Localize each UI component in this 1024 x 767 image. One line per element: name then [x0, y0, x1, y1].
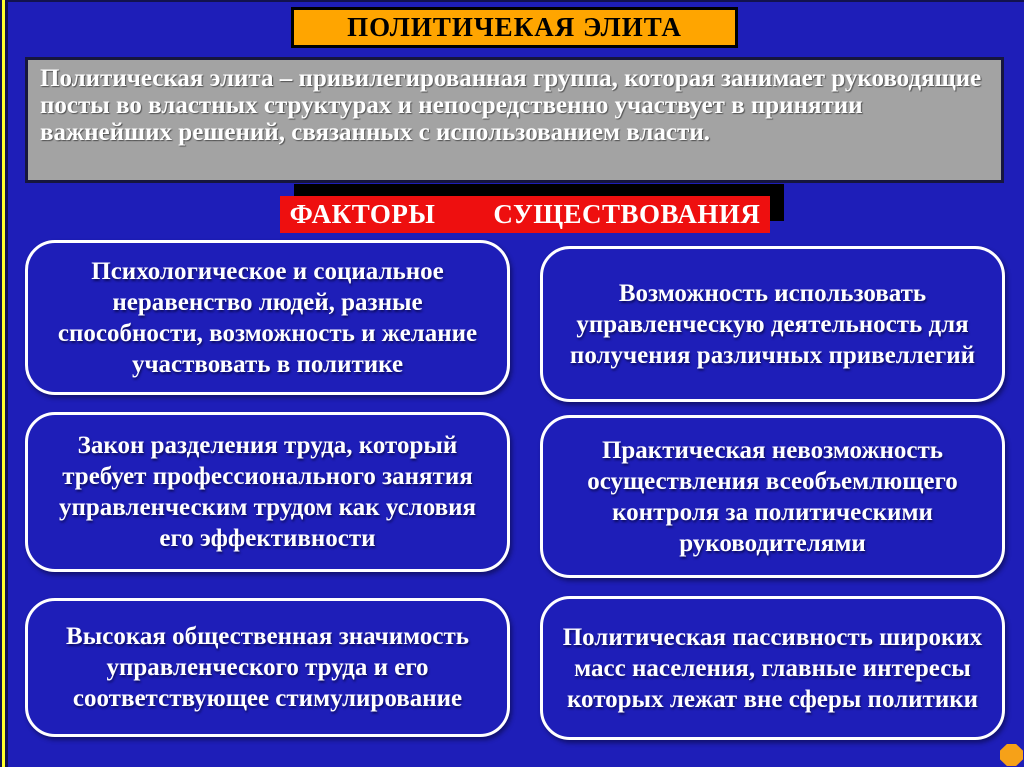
factor-text: Возможность использовать управленческую деятельность для получения различных привеллегий	[569, 279, 976, 369]
factor-box-psychological-inequality	[25, 240, 510, 395]
factor-text: Закон разделения труда, который требует профессионального занятия управленческим трудом как условия его эффективности	[58, 432, 477, 552]
factor-text: Практическая невозможность осуществления всеобъемлющего контроля за политическими руководителями	[587, 436, 958, 557]
factor-text: Психологическое и социальное неравенство людей, разные способности, возможность и желание участвовать в политике	[57, 257, 478, 378]
factor-box-social-significance	[25, 598, 510, 737]
factor-box-use-management-for-privileges	[540, 246, 1005, 402]
left-border-inner	[5, 0, 8, 767]
slide-title	[291, 7, 738, 48]
definition-text: Политическая элита – привилегированная группа, которая занимает руководящие посты во властных структурах и непосредственно участвует в принятии важнейших решений, связанных с использованием власти.	[40, 65, 982, 146]
factor-text: Политическая пассивность широких масс населения, главные интересы которых лежат вне сферы политики	[562, 623, 983, 713]
factor-text: Высокая общественная значимость управленческого труда и его соответствующее стимулирование	[66, 623, 469, 712]
section-header-label	[280, 196, 770, 233]
definition-box	[25, 57, 1004, 183]
factor-box-impossible-total-control	[540, 415, 1005, 578]
slide-title-text: ПОЛИТИЧЕКАЯ ЭЛИТА	[347, 12, 682, 42]
section-header-word-1: ФАКТОРЫ	[289, 199, 436, 229]
factor-box-political-passivity	[540, 596, 1005, 740]
top-border-line	[0, 0, 1024, 2]
section-header-word-2: СУЩЕСТВОВАНИЯ	[493, 199, 761, 229]
orange-octagon-icon	[1000, 744, 1023, 766]
section-header	[280, 184, 786, 234]
factor-box-division-of-labor	[25, 412, 510, 572]
